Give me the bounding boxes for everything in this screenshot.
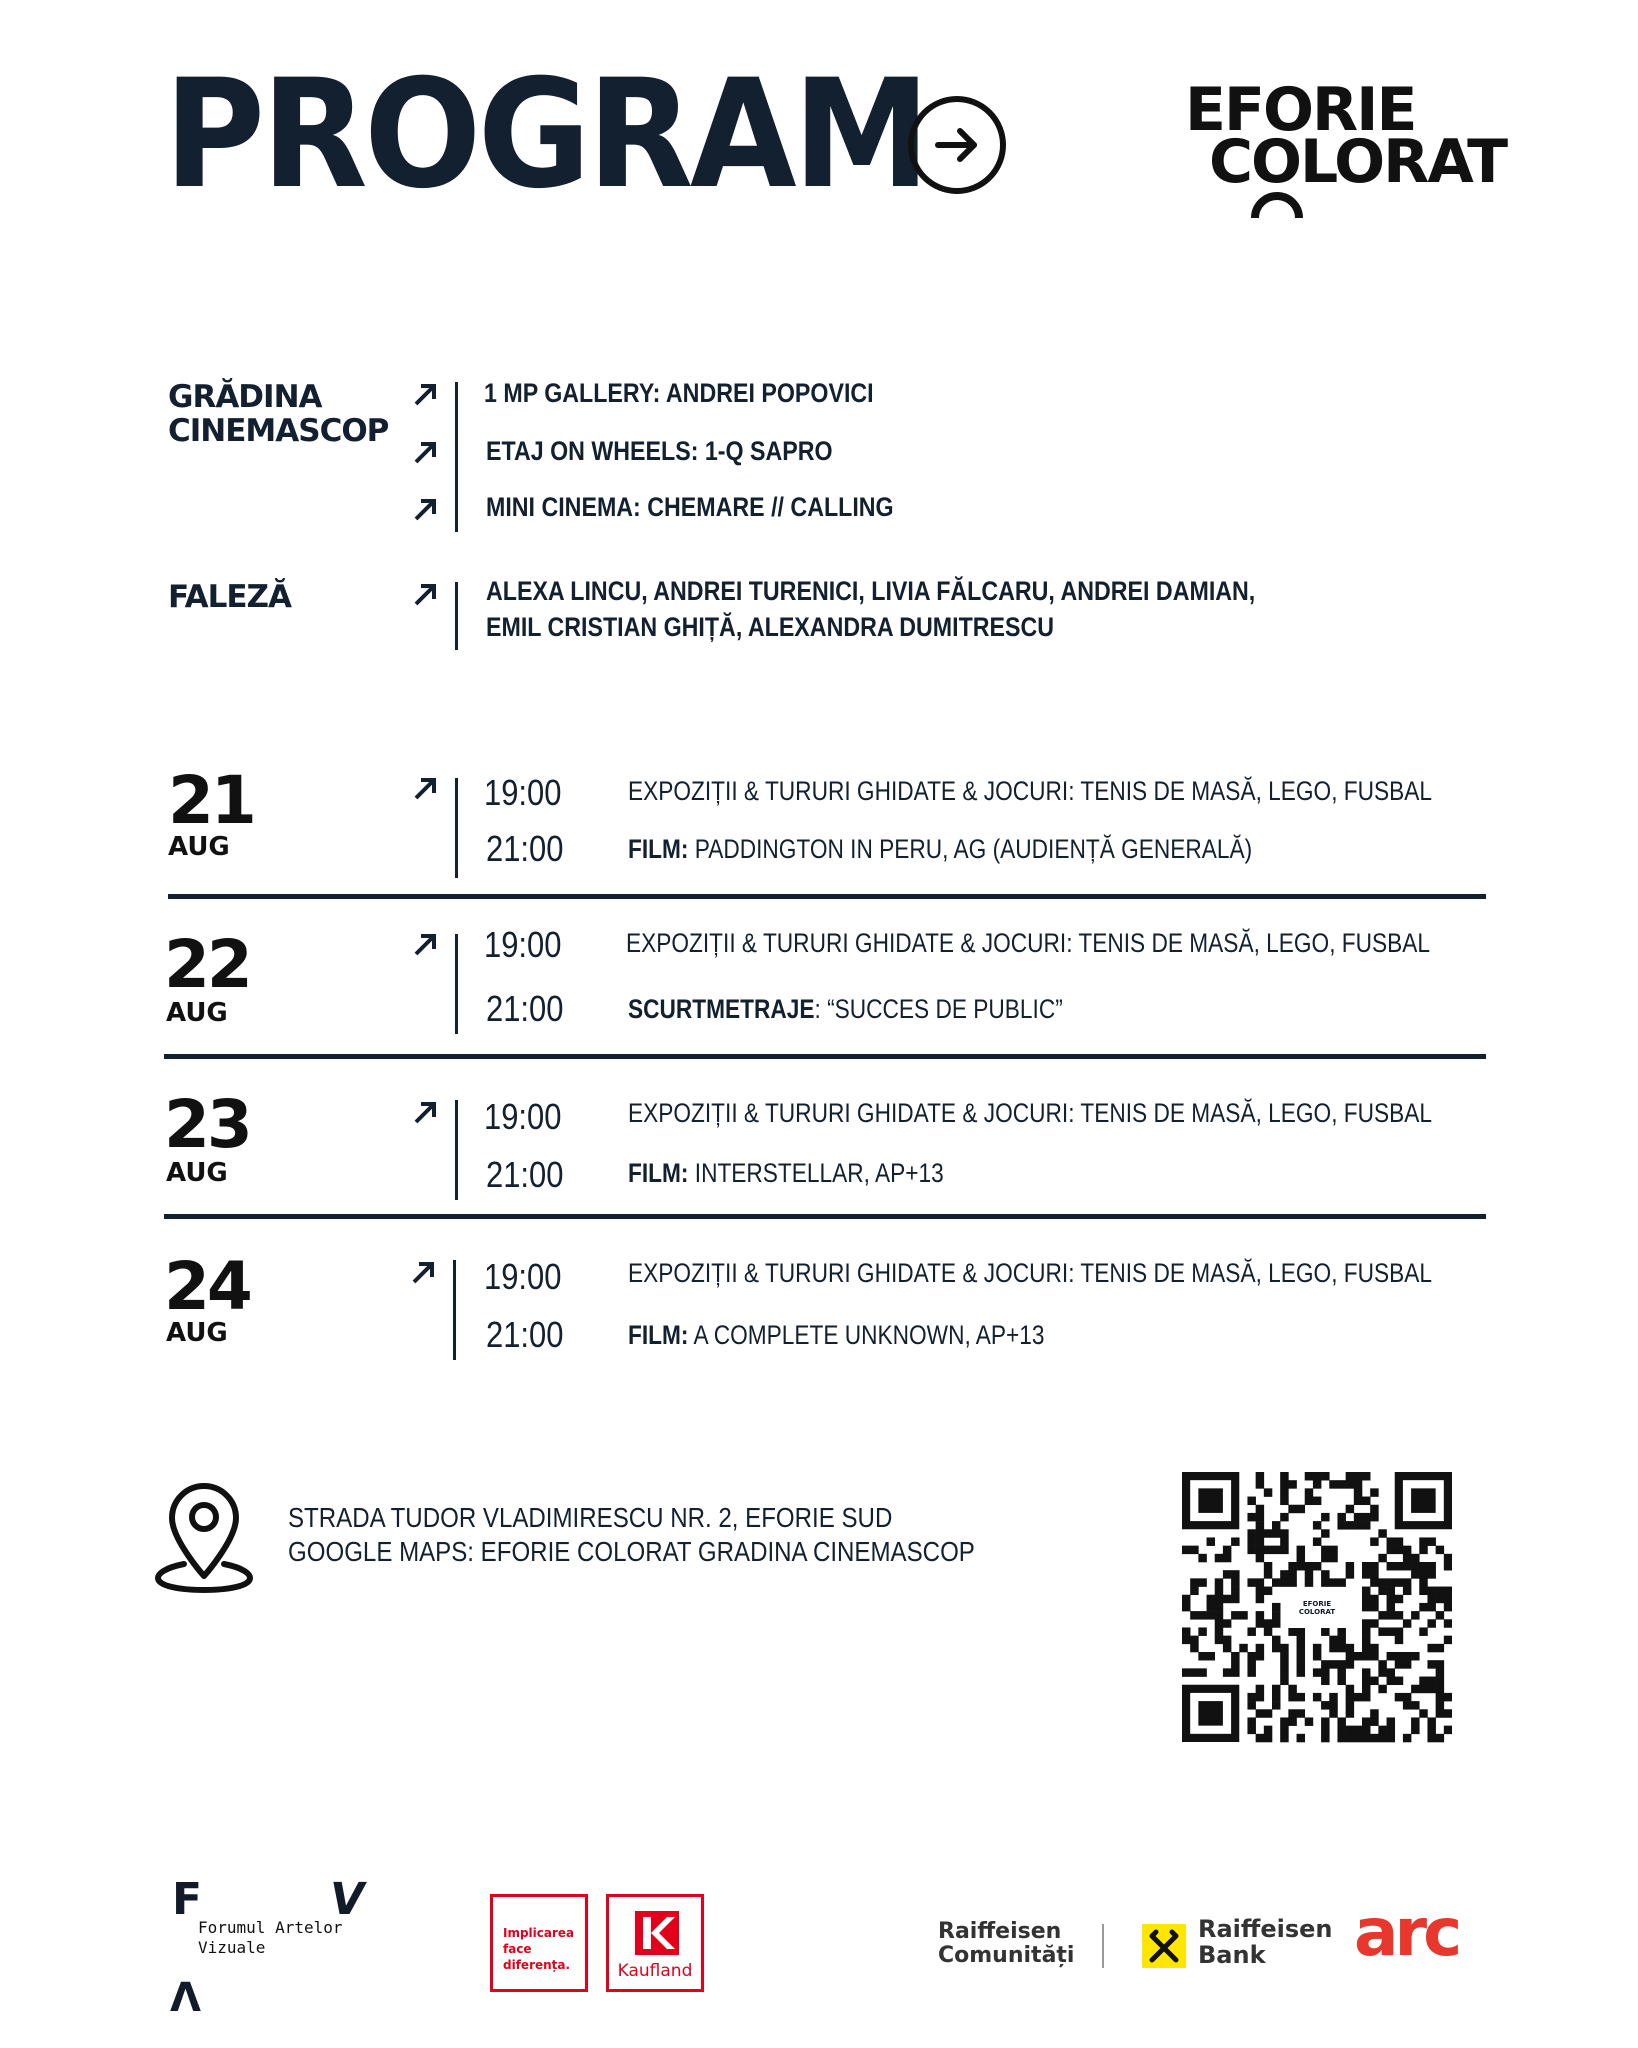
divider	[453, 1260, 456, 1360]
event-text	[628, 1320, 1045, 1351]
arrow-ne-icon	[412, 776, 438, 802]
arrow-ne-icon	[412, 932, 438, 958]
time-slot: 19:00	[484, 1256, 562, 1297]
address-line1: STRADA TUDOR VLADIMIRESCU NR. 2, EFORIE SUD	[288, 1502, 893, 1533]
kaufland-k-icon	[635, 1911, 679, 1955]
arrow-right-icon	[914, 102, 1000, 188]
event-desc: : “SUCCES DE PUBLIC”	[814, 994, 1063, 1024]
raiffeisen-bank-name	[1198, 1916, 1333, 1968]
arrow-ne-icon	[410, 1260, 436, 1286]
event-text	[626, 928, 1430, 959]
kaufland-slogan-line2: face	[503, 1942, 532, 1956]
divider	[455, 582, 458, 650]
event-text	[628, 1098, 1432, 1129]
qr-logo-line2: COLORAT	[1298, 1608, 1336, 1616]
fav-logo	[170, 1874, 370, 2021]
event-text	[628, 994, 1063, 1025]
kaufland-logo	[606, 1894, 704, 1992]
event-text	[628, 1158, 944, 1189]
time-slot: 21:00	[486, 988, 564, 1029]
day-number: 24	[164, 1248, 250, 1325]
arrow-ne-icon	[412, 440, 438, 466]
venue-faleza-name: FALEZĂ	[168, 579, 292, 615]
venue-item: 1 MP GALLERY: ANDREI POPOVICI	[484, 378, 874, 408]
time-slot: 19:00	[484, 1096, 562, 1137]
divider	[455, 382, 458, 532]
venue-item: ETAJ ON WHEELS: 1-Q SAPRO	[486, 436, 833, 466]
qr-center-logo	[1287, 1588, 1347, 1628]
page-title: PROGRAM	[164, 48, 927, 222]
venue-item: MINI CINEMA: CHEMARE // CALLING	[486, 492, 894, 522]
day-number: 21	[168, 762, 254, 839]
venue-gradina-line1: GRĂDINA	[168, 379, 322, 415]
day-month: AUG	[168, 832, 230, 862]
venue-item: ALEXA LINCU, ANDREI TURENICI, LIVIA FĂLCARU, ANDREI DAMIAN,	[486, 576, 1256, 606]
qr-code[interactable]	[1182, 1472, 1452, 1744]
time-slot: 19:00	[484, 772, 562, 813]
arrow-ne-icon	[412, 497, 438, 523]
time-slot: 19:00	[484, 924, 562, 965]
arc-logo: arc	[1354, 1894, 1459, 1971]
event-desc: INTERSTELLAR, AP+13	[688, 1158, 944, 1188]
row-divider	[164, 1054, 1486, 1059]
qr-logo-line1: EFORIE	[1302, 1600, 1332, 1608]
fav-name-line1: Forumul Artelor	[198, 1918, 343, 1937]
event-desc: PADDINGTON IN PERU, AG (AUDIENȚĂ GENERALĂ)	[688, 834, 1253, 864]
venue-item: EMIL CRISTIAN GHIȚĂ, ALEXANDRA DUMITRESCU	[486, 612, 1055, 642]
event-desc: EXPOZIȚII & TURURI GHIDATE & JOCURI: TENIS DE MASĂ, LEGO, FUSBAL	[628, 1258, 1433, 1288]
raiffeisen-com-line2: Comunități	[938, 1943, 1075, 1968]
time-slot: 21:00	[486, 1314, 564, 1355]
event-text	[628, 1258, 1432, 1289]
venue-gradina-name	[168, 380, 388, 448]
raiffeisen-bank-icon	[1142, 1924, 1186, 1968]
address-line2: GOOGLE MAPS: EFORIE COLORAT GRADINA CINEMASCOP	[288, 1536, 975, 1567]
kaufland-name: Kaufland	[617, 1961, 693, 1981]
fav-name-line2: Vizuale	[198, 1938, 266, 1957]
row-divider	[164, 1214, 1486, 1219]
event-desc: EXPOZIȚII & TURURI GHIDATE & JOCURI: TENIS DE MASĂ, LEGO, FUSBAL	[626, 928, 1431, 958]
fav-letter-a: Λ	[170, 1975, 201, 2021]
day-month: AUG	[166, 1158, 228, 1188]
event-label: SCURTMETRAJE	[628, 994, 815, 1024]
row-divider	[168, 894, 1486, 899]
event-desc: EXPOZIȚII & TURURI GHIDATE & JOCURI: TENIS DE MASĂ, LEGO, FUSBAL	[628, 1098, 1433, 1128]
event-text	[628, 834, 1252, 865]
kaufland-slogan-line3: diferența.	[503, 1958, 571, 1972]
sponsor-divider	[1102, 1924, 1104, 1968]
raiffeisen-comunitati-logo	[938, 1920, 1074, 1968]
divider	[455, 934, 458, 1034]
arrow-ne-icon	[412, 582, 438, 608]
day-number: 23	[164, 1086, 250, 1163]
divider	[455, 778, 458, 878]
day-number: 22	[164, 926, 250, 1003]
venue-gradina-line2: CINEMASCOP	[168, 413, 389, 449]
arrow-ne-icon	[412, 1100, 438, 1126]
next-arrow-button[interactable]	[908, 96, 1006, 194]
eforie-colorat-logo	[1185, 75, 1507, 220]
event-desc: EXPOZIȚII & TURURI GHIDATE & JOCURI: TENIS DE MASĂ, LEGO, FUSBAL	[628, 776, 1433, 806]
event-text	[628, 776, 1432, 807]
fav-letter-f: F	[172, 1874, 203, 1925]
day-month: AUG	[166, 1318, 228, 1348]
logo-line2: COLORAT	[1209, 127, 1507, 197]
event-label: FILM:	[628, 1158, 689, 1188]
time-slot: 21:00	[486, 828, 564, 869]
raiffeisen-com-line1: Raiffeisen	[938, 1919, 1062, 1944]
divider	[455, 1100, 458, 1200]
raiffeisen-bank-line1: Raiffeisen	[1198, 1915, 1333, 1943]
event-label: FILM:	[628, 1320, 689, 1350]
event-desc: A COMPLETE UNKNOWN, AP+13	[688, 1320, 1045, 1350]
logo-arc-icon	[1247, 190, 1307, 220]
day-month: AUG	[166, 998, 228, 1028]
fav-letter-v: V	[325, 1874, 369, 1925]
kaufland-slogan-box	[490, 1894, 588, 1992]
arrow-ne-icon	[412, 382, 438, 408]
time-slot: 21:00	[486, 1154, 564, 1195]
location-pin-icon	[154, 1480, 254, 1594]
raiffeisen-bank-line2: Bank	[1198, 1941, 1266, 1969]
event-label: FILM:	[628, 834, 689, 864]
kaufland-slogan-line1: Implicarea	[503, 1926, 575, 1940]
logo-line1: EFORIE	[1185, 75, 1416, 145]
